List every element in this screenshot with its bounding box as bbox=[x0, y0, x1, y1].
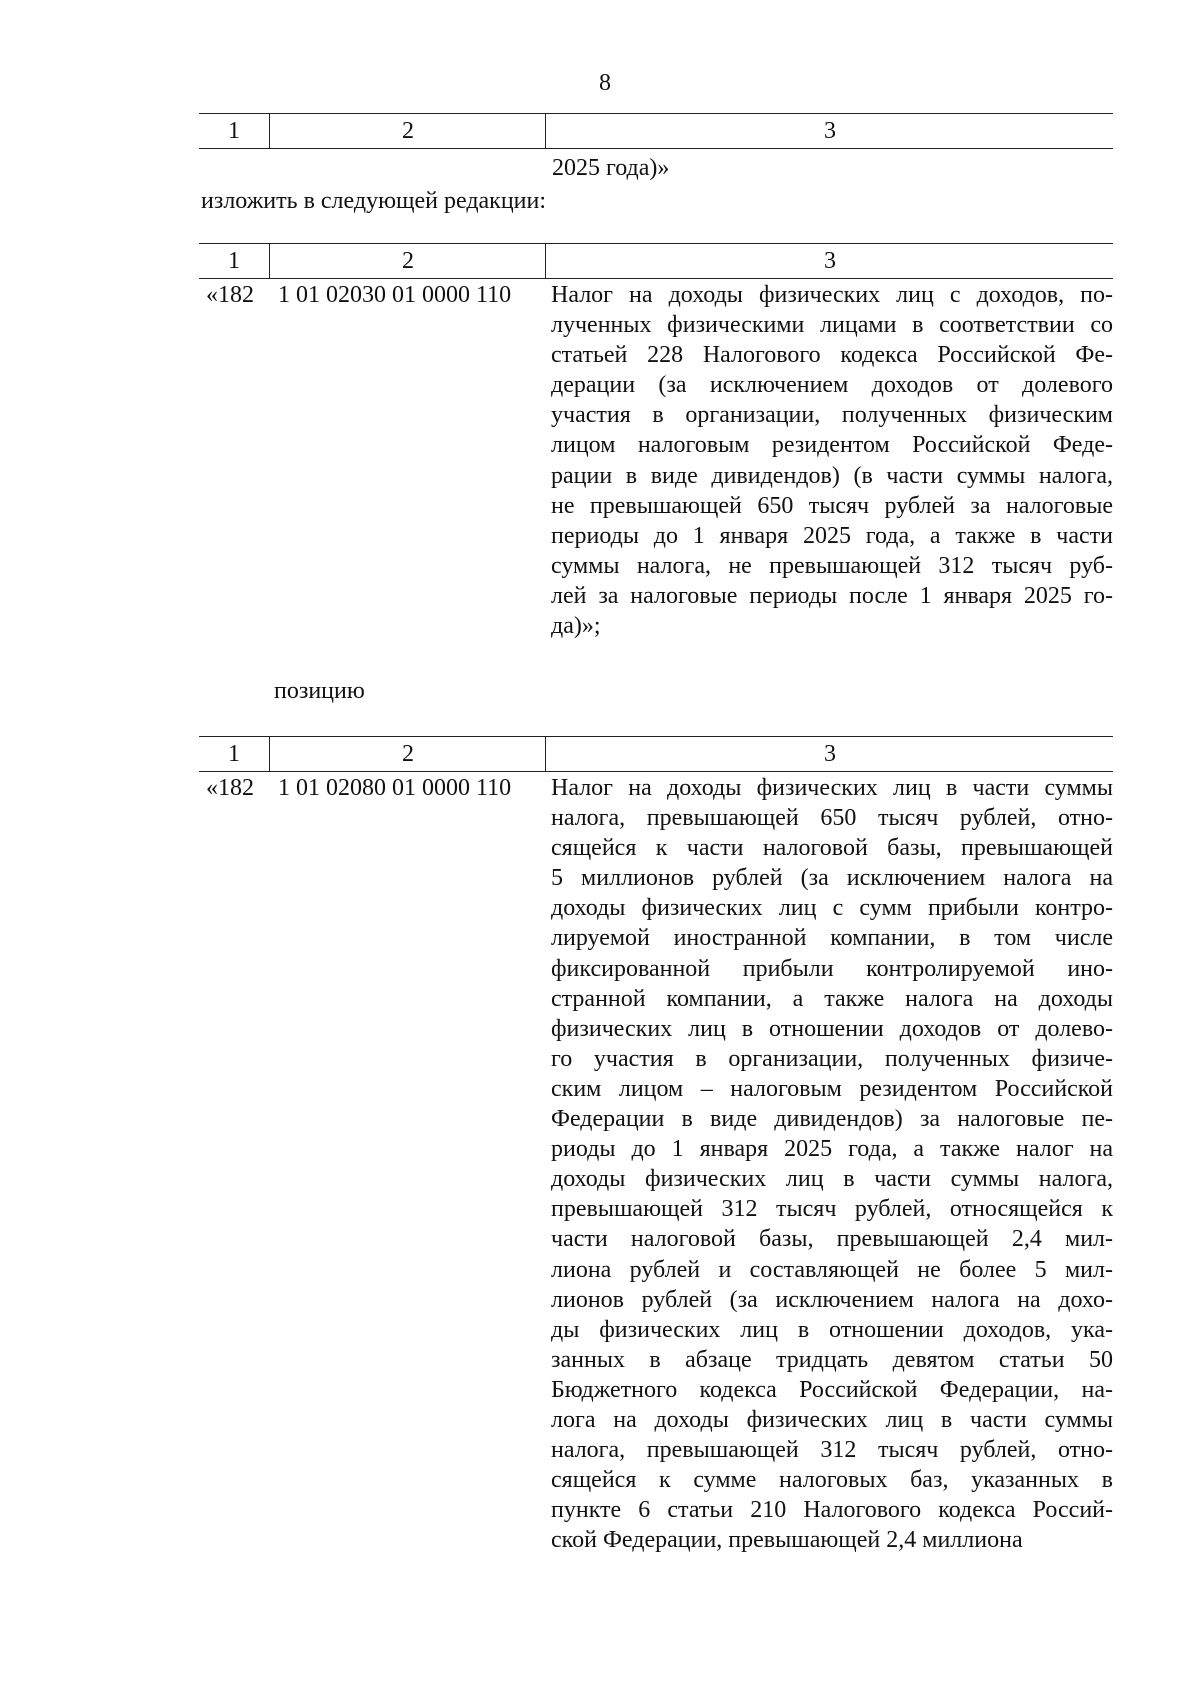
entry-description bbox=[551, 773, 1113, 1555]
description-line: лионов рублей (за исключением налога на дохо- bbox=[551, 1286, 1113, 1313]
description-line: сящейся к части налоговой базы, превышающей bbox=[551, 835, 1113, 862]
header-col-1: 1 bbox=[228, 741, 240, 767]
description-line: доходы физических лиц с сумм прибыли контро- bbox=[551, 895, 1113, 922]
description-line: да)»; bbox=[551, 613, 601, 640]
entry-budget-code: 1 01 02080 01 0000 110 bbox=[278, 775, 512, 801]
header-col-1: 1 bbox=[228, 248, 240, 274]
description-line: фиксированной прибыли контролируемой ино- bbox=[551, 955, 1113, 982]
intro-text: изложить в следующей редакции: bbox=[201, 188, 547, 214]
description-line: Налог на доходы физических лиц в части суммы bbox=[551, 775, 1113, 801]
header-col-1: 1 bbox=[228, 118, 240, 144]
description-line: ды физических лиц в отношении доходов, ука- bbox=[551, 1316, 1113, 1343]
description-line: странной компании, а также налога на доходы bbox=[551, 985, 1113, 1012]
entry-budget-code: 1 01 02030 01 0000 110 bbox=[278, 282, 512, 308]
description-line: лей за налоговые периоды после 1 января 2025 го- bbox=[551, 582, 1113, 609]
table-header-row bbox=[199, 736, 1113, 772]
description-line: лицом налоговым резидентом Российской Феде- bbox=[551, 432, 1113, 459]
entry-code-prefix: «182 bbox=[206, 775, 254, 801]
description-line: лученных физическими лицами в соответствии со bbox=[551, 312, 1113, 339]
description-line: статьей 228 Налогового кодекса Российской Фе- bbox=[551, 342, 1113, 369]
table-header-row bbox=[199, 243, 1113, 279]
header-col-2: 2 bbox=[269, 737, 546, 771]
description-line: периоды до 1 января 2025 года, а также в части bbox=[551, 522, 1113, 549]
description-line: лога на доходы физических лиц в части суммы bbox=[551, 1406, 1113, 1433]
description-line: риоды до 1 января 2025 года, а также налог на bbox=[551, 1136, 1113, 1163]
fragment-text: 2025 года)» bbox=[552, 155, 670, 181]
description-line: превышающей 312 тысяч рублей, относящейся к bbox=[551, 1196, 1113, 1223]
description-line: налога, превышающей 650 тысяч рублей, отно- bbox=[551, 805, 1113, 832]
description-line: пункте 6 статьи 210 Налогового кодекса Россий- bbox=[551, 1497, 1113, 1524]
page-number: 8 bbox=[599, 70, 611, 96]
header-col-3: 3 bbox=[545, 244, 1114, 278]
header-col-2: 2 bbox=[269, 244, 546, 278]
description-line: Бюджетного кодекса Российской Федерации, на- bbox=[551, 1376, 1113, 1403]
header-col-3: 3 bbox=[545, 737, 1114, 771]
table-header-row bbox=[199, 113, 1113, 149]
entry-description bbox=[551, 280, 1113, 641]
description-line: ским лицом – налоговым резидентом Российской bbox=[551, 1075, 1113, 1102]
description-line: части налоговой базы, превышающей 2,4 мил- bbox=[551, 1226, 1113, 1253]
description-line: Налог на доходы физических лиц с доходов, по- bbox=[551, 282, 1113, 308]
description-line: сящейся к сумме налоговых баз, указанных в bbox=[551, 1467, 1113, 1494]
description-line: не превышающей 650 тысяч рублей за налоговые bbox=[551, 492, 1113, 519]
description-line: физических лиц в отношении доходов от долево- bbox=[551, 1015, 1113, 1042]
header-col-3: 3 bbox=[545, 114, 1114, 148]
description-line: го участия в организации, полученных физиче- bbox=[551, 1045, 1113, 1072]
description-line: доходы физических лиц в части суммы налога, bbox=[551, 1166, 1113, 1193]
header-col-2: 2 bbox=[269, 114, 546, 148]
description-line: ской Федерации, превышающей 2,4 миллиона bbox=[551, 1527, 1023, 1554]
description-line: суммы налога, не превышающей 312 тысяч руб- bbox=[551, 552, 1113, 579]
description-line: лиона рублей и составляющей не более 5 мил- bbox=[551, 1256, 1113, 1283]
position-label: позицию bbox=[274, 678, 365, 704]
description-line: налога, превышающей 312 тысяч рублей, отно- bbox=[551, 1437, 1113, 1464]
description-line: рации в виде дивидендов) (в части суммы налога, bbox=[551, 462, 1113, 489]
description-line: лируемой иностранной компании, в том числе bbox=[551, 925, 1113, 952]
description-line: Федерации в виде дивидендов) за налоговые пе- bbox=[551, 1106, 1113, 1133]
entry-code-prefix: «182 bbox=[206, 282, 254, 308]
description-line: 5 миллионов рублей (за исключением налога на bbox=[551, 865, 1113, 892]
description-line: участия в организации, полученных физическим bbox=[551, 402, 1113, 429]
description-line: занных в абзаце тридцать девятом статьи 50 bbox=[551, 1346, 1113, 1373]
description-line: дерации (за исключением доходов от долевого bbox=[551, 372, 1113, 399]
